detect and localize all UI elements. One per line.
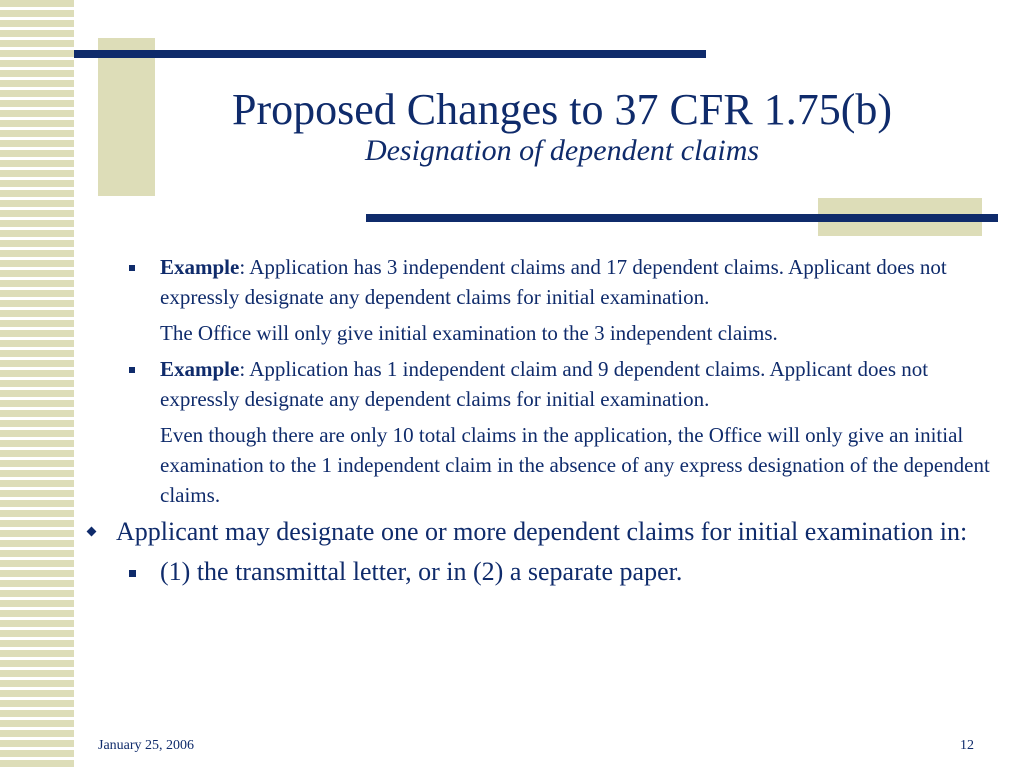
square-bullet-icon <box>129 570 136 577</box>
example-1-text: : Application has 3 independent claims and 17 dependent claims. Applicant does not expressly designate any dependent claims for initial examination. <box>160 255 947 309</box>
left-stripe-band <box>0 0 74 768</box>
slide-subtitle: Designation of dependent claims <box>364 134 760 167</box>
square-bullet-icon <box>129 265 135 271</box>
main-bullet <box>78 516 1008 548</box>
example-2-text: : Application has 1 independent claim and 9 dependent claims. Applicant does not expressly designate any dependent claims for initial examination. <box>160 357 929 411</box>
example-1-note: The Office will only give initial examination to the 3 independent claims. <box>160 321 778 345</box>
sub-bullet-text: (1) the transmittal letter, or in (2) a separate paper. <box>160 557 683 586</box>
slide-title: Proposed Changes to 37 CFR 1.75(b) <box>232 85 892 134</box>
example-2-note: Even though there are only 10 total claims in the application, the Office will only give an initial examination to the 1 independent claim in the absence of any express designation of the dependent claims. <box>160 423 990 507</box>
example-2-label: Example <box>160 357 240 381</box>
tan-block-top <box>98 38 155 196</box>
footer-date: January 25, 2006 <box>98 738 195 753</box>
navy-line-top <box>74 50 706 58</box>
slide-content <box>78 252 1008 588</box>
example-2-bullet <box>78 354 1008 414</box>
example-1-label: Example <box>160 255 240 279</box>
main-bullet-text: Applicant may designate one or more dependent claims for initial examination in: <box>116 517 968 546</box>
navy-line-bottom <box>366 214 998 222</box>
square-bullet-icon <box>129 367 135 373</box>
diamond-bullet-icon <box>87 527 97 537</box>
sub-bullet <box>78 556 1008 588</box>
title-block <box>172 85 952 167</box>
example-1-bullet <box>78 252 1008 312</box>
page-number: 12 <box>960 738 974 753</box>
